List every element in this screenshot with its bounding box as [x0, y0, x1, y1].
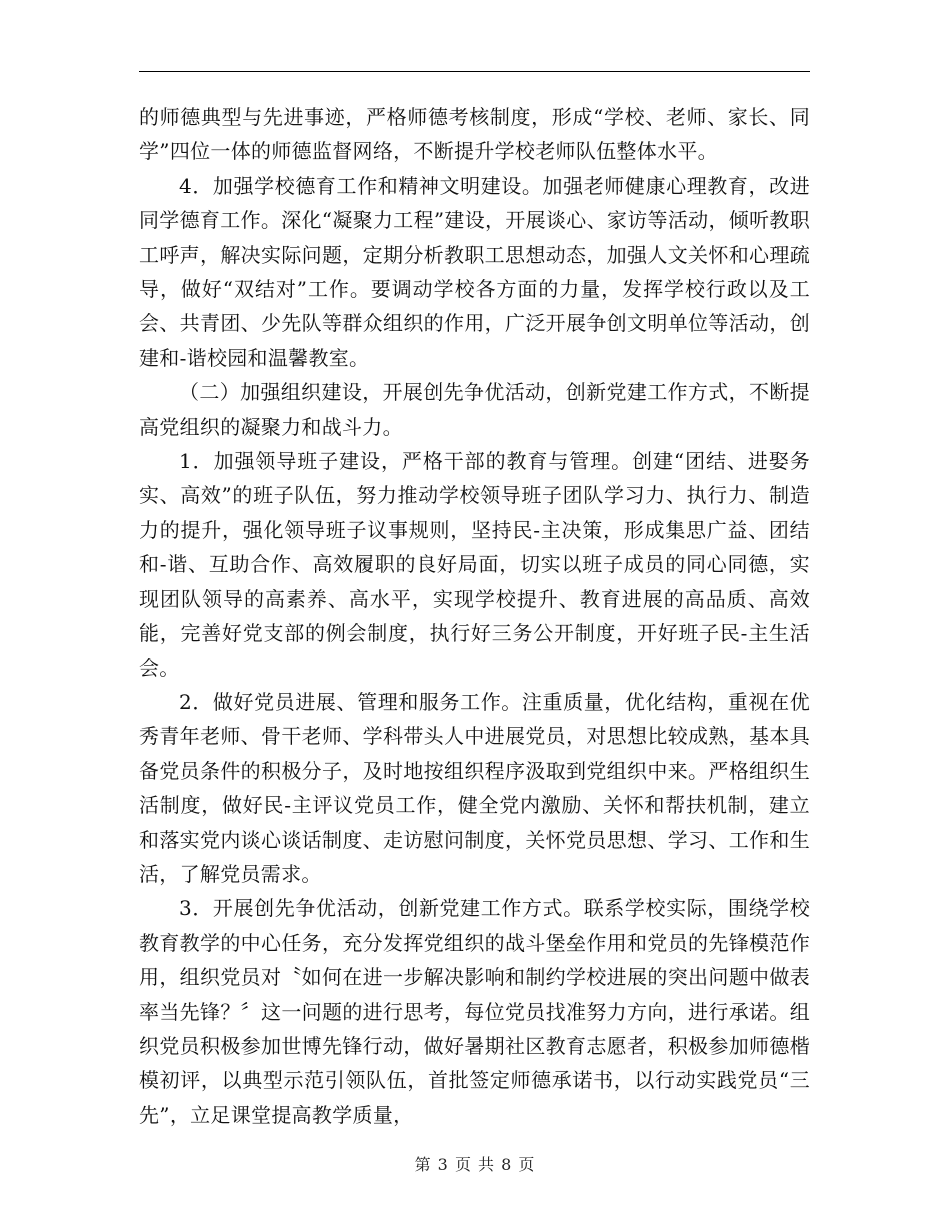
header-rule — [139, 71, 810, 72]
paragraph-6: 3．开展创先争优活动，创新党建工作方式。联系学校实际，围绕学校教育教学的中心任务，充分发挥党组织的战斗堡垒作用和党员的先锋模范作用，组织党员对〝如何在进一步解决影响和制约学校进展的突出问题中做表率当先锋？〞这一问题的进行思考，每位党员找准努力方向，进行承诺。组织党员积极参加世博先锋行动，做好暑期社区教育志愿者，积极参加师德楷模初评，以典型示范引领队伍，首批签定师德承诺书，以行动实践党员“三先”，立足课堂提高教学质量， — [139, 896, 810, 1127]
paragraph-1: 的师德典型与先进事迹，严格师德考核制度，形成“学校、老师、家长、同学”四位一体的师德监督网络，不断提升学校老师队伍整体水平。 — [139, 105, 810, 164]
document-body — [139, 100, 810, 1132]
paragraph-2: 4．加强学校德育工作和精神文明建设。加强老师健康心理教育，改进同学德育工作。深化“凝聚力工程”建设，开展谈心、家访等活动，倾听教职工呼声，解决实际问题，定期分析教职工思想动态，加强人文关怀和心理疏导，做好“双结对”工作。要调动学校各方面的力量，发挥学校行政以及工会、共青团、少先队等群众组织的作用，广泛开展争创文明单位等活动，创建和-谐校园和温馨教室。 — [139, 173, 810, 370]
paragraph-5: 2．做好党员进展、管理和服务工作。注重质量，优化结构，重视在优秀青年老师、骨干老师、学科带头人中进展党员，对思想比较成熟，基本具备党员条件的积极分子，及时地按组织程序汲取到党组织中来。严格组织生活制度，做好民-主评议党员工作，健全党内激励、关怀和帮扶机制，建立和落实党内谈心谈话制度、走访慰问制度，关怀党员思想、学习、工作和生活，了解党员需求。 — [139, 689, 810, 886]
page-footer: 第 3 页 共 8 页 — [414, 1155, 536, 1174]
paragraph-4: 1．加强领导班子建设，严格干部的教育与管理。创建“团结、进娶务实、高效”的班子队伍，努力推动学校领导班子团队学习力、执行力、制造力的提升，强化领导班子议事规则，坚持民-主决策，形成集思广益、团结和-谐、互助合作、高效履职的良好局面，切实以班子成员的同心同德，实现团队领导的高素养、高水平，实现学校提升、教育进展的高品质、高效能，完善好党支部的例会制度，执行好三务公开制度，开好班子民-主生活会。 — [139, 449, 810, 680]
paragraph-3: （二）加强组织建设，开展创先争优活动，创新党建工作方式，不断提高党组织的凝聚力和战斗力。 — [139, 380, 810, 439]
